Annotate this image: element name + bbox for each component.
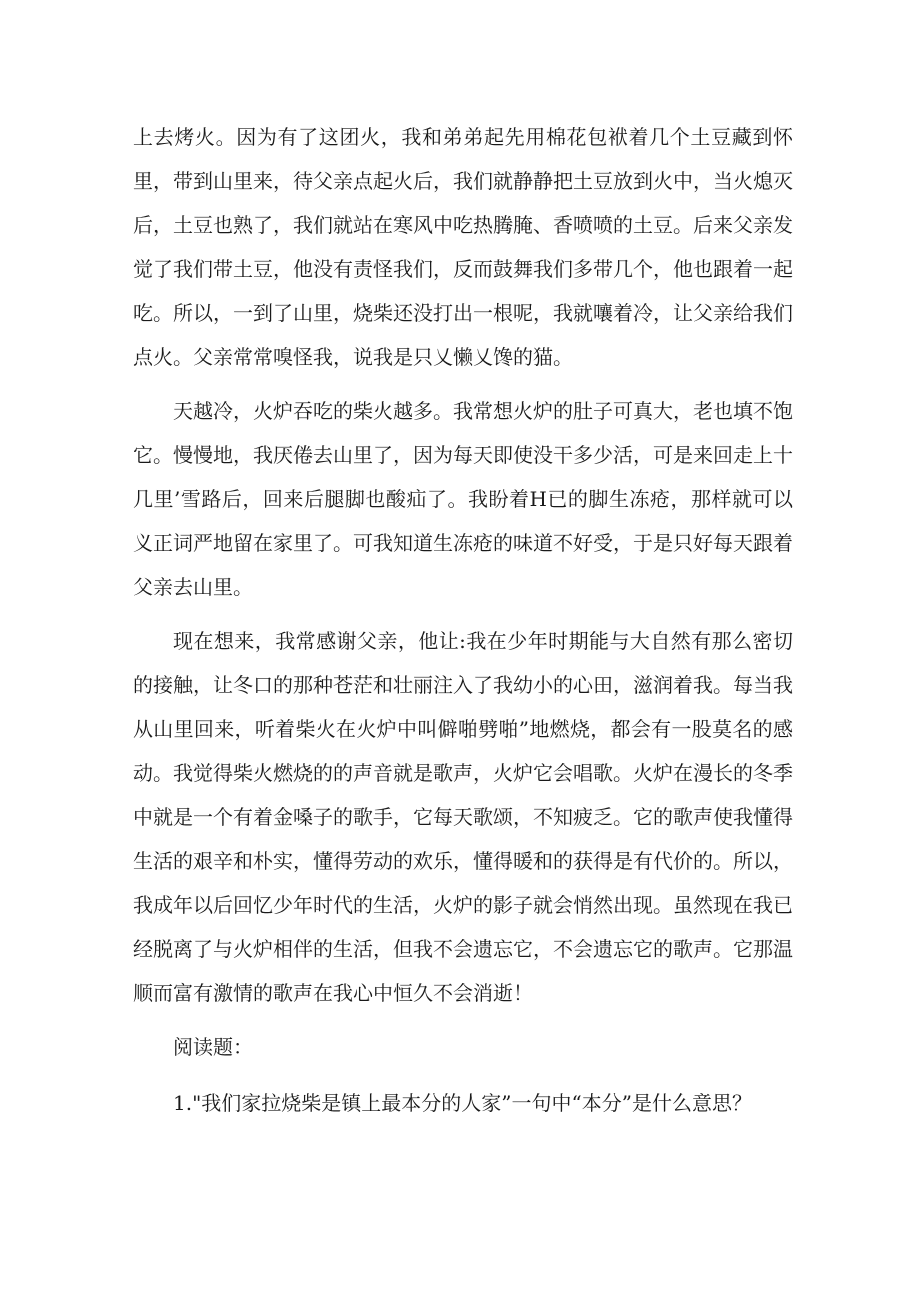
paragraph-2: 天越冷，火炉吞吃的柴火越多。我常想火炉的肚子可真大，老也填不饱它。慢慢地，我厌倦去山里了，因为每天即使没干多少活，可是来回走上十几里’雪路后，回来后腿脚也酸疝了。我盼着H已的脚生冻疮，那样就可以义正词严地留在家里了。可我知道生冻疮的味道不好受，于是只好每天跟着父亲去山里。: [133, 399, 793, 599]
paragraph-3: 现在想来，我常感谢父亲，他让:我在少年时期能与大自然有那么密切的接触，让冬口的那种苍茫和壮丽注入了我幼小的心田，滋润着我。每当我从山里回来，听着柴火在火炉中叫僻啪劈啪”地燃烧，都会有一股莫名的感动。我觉得柴火燃烧的的声音就是歌声，火炉它会唱歌。火炉在漫长的冬季中就是一个有着金嗓子的歌手，它每天歌颂，不知疲乏。它的歌声使我懂得生活的艰辛和朴实，懂得劳动的欢乐，懂得暖和的获得是有代价的。所以，我成年以后回忆少年时代的生活，火炉的影子就会悄然出现。虽然现在我已经脱离了与火炉相伴的生活，但我不会遗忘它，不会遗忘它的歌声。它那温顺而富有激情的歌声在我心中恒久不会消逝！: [133, 629, 793, 1005]
reading-questions-label: 阅读题：: [173, 1035, 253, 1059]
paragraph-1: 上去烤火。因为有了这团火，我和弟弟起先用棉花包袱着几个土豆藏到怀里，带到山里来，待父亲点起火后，我们就静静把土豆放到火中，当火熄灭后，土豆也熟了，我们就站在寒风中吃热腾腌、香喷喷的土豆。后来父亲发觉了我们带土豆，他没有责怪我们，反而鼓舞我们多带几个，他也跟着一起吃。所以，一到了山里，烧柴还没打出一根呢，我就嚷着冷，让父亲给我们点火。父亲常常嗅怪我，说我是只乂懒乂馋的猫。: [133, 125, 793, 369]
question-1: 1."我们家拉烧柴是镇上最本分的人家”一句中“本分”是什么意思？: [173, 1091, 752, 1115]
document-body: [133, 115, 793, 1125]
